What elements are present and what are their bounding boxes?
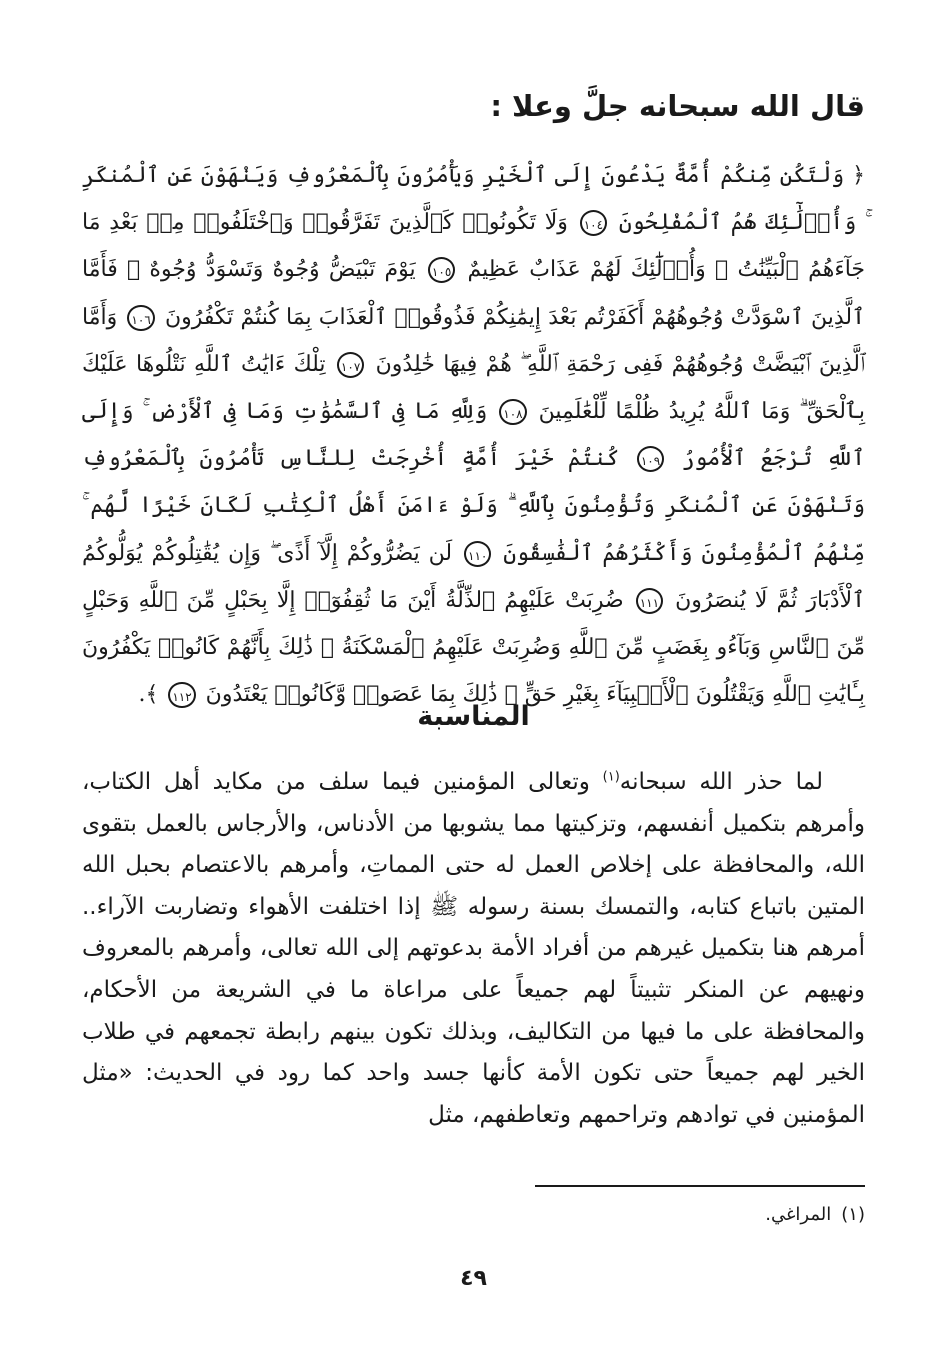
ayah-marker-110: ١١٠ xyxy=(464,541,491,567)
verse-text-111: لَن يَضُرُّوكُمْ إِلَّآ أَذًى ۖ وَإِن يُقَٰتِلُوكُمْ يُوَلُّوكُمُ ٱلْأَدْبَارَ ثُمَّ لَا يُنصَرُونَ xyxy=(82,540,866,613)
footnote-number: (١) xyxy=(841,1204,865,1225)
footnote-divider xyxy=(535,1185,865,1187)
ayah-marker-112: ١١٢ xyxy=(168,682,195,708)
ayah-marker-108: ١٠٨ xyxy=(499,399,526,425)
commentary-lead: لما حذر الله سبحانه xyxy=(619,769,823,795)
ayah-marker-106: ١٠٦ xyxy=(127,305,154,331)
section-title: المناسبة xyxy=(417,701,530,732)
verse-text-104: وَلْتَكُن مِّنكُمْ أُمَّةٌ يَدْعُونَ إِلَى ٱلْخَيْرِ وَيَأْمُرُونَ بِٱلْمَعْرُوفِ وَيَنْهَوْنَ عَنِ ٱلْمُنكَرِ ۚ وَأُو۟لَٰٓئِكَ هُمُ ٱلْمُفْلِحُونَ xyxy=(82,163,865,236)
verse-text-108: تِلْكَ ءَايَٰتُ ٱللَّهِ نَتْلُوهَا عَلَيْكَ بِٱلْحَقِّ ۗ وَمَا ٱللَّهُ يُرِيدُ ظُلْمًا لِّلْعَٰلَمِينَ xyxy=(82,351,866,425)
quran-verses xyxy=(82,152,866,708)
ayah-marker-109: ١٠٩ xyxy=(637,446,664,472)
ayah-marker-111: ١١١ xyxy=(636,588,663,614)
ayah-marker-105: ١٠٥ xyxy=(428,257,455,283)
commentary-paragraph xyxy=(82,762,865,1136)
verse-text-110: كُنتُمْ خَيْرَ أُمَّةٍ أُخْرِجَتْ لِلنَّاسِ تَأْمُرُونَ بِٱلْمَعْرُوفِ وَتَنْهَوْنَ عَنِ ٱلْمُنكَرِ وَتُؤْمِنُونَ بِٱللَّهِ ۗ وَلَوْ ءَامَنَ أَهْلُ ٱلْكِتَٰبِ لَكَانَ خَيْرًا لَّهُم ۚ مِّنْهُمُ ٱلْمُؤْمِنُونَ وَأَكْثَرُهُمُ ٱلْفَٰسِقُونَ xyxy=(82,446,865,566)
verse-end-mark: . xyxy=(138,682,146,708)
footnote-text: المراغي. xyxy=(765,1204,832,1225)
footnote xyxy=(82,1200,865,1230)
verse-text-109: وَلِلَّهِ مَا فِى ٱلسَّمَٰوَٰتِ وَمَا فِى ٱلْأَرْضِ ۚ وَإِلَى ٱللَّهِ تُرْجَعُ ٱلْأُمُورُ xyxy=(82,399,866,472)
verse-text-106: يَوْمَ تَبْيَضُّ وُجُوهٌ وَتَسْوَدُّ وُجُوهٌ ۚ فَأَمَّا ٱلَّذِينَ ٱسْوَدَّتْ وُجُوهُهُمْ أَكَفَرْتُم بَعْدَ إِيمَٰنِكُمْ فَذُوقُوا۟ ٱلْعَذَابَ بِمَا كُنتُمْ تَكْفُرُونَ xyxy=(82,257,865,330)
verse-text-112: ضُرِبَتْ عَلَيْهِمُ ٱلذِّلَّةُ أَيْنَ مَا ثُقِفُوٓا۟ إِلَّا بِحَبْلٍ مِّنَ ٱللَّهِ وَحَبْلٍ مِّنَ ٱلنَّاسِ وَبَآءُو بِغَضَبٍ مِّنَ ٱللَّهِ وَضُرِبَتْ عَلَيْهِمُ ٱلْمَسْكَنَةُ ۚ ذَٰلِكَ بِأَنَّهُمْ كَانُوا۟ يَكْفُرُونَ بِـَٔايَٰتِ ٱللَّهِ وَيَقْتُلُونَ ٱلْأَنۢبِيَآءَ بِغَيْرِ حَقٍّ ۚ ذَٰلِكَ بِمَا عَصَوا۟ وَّكَانُوا۟ يَعْتَدُونَ xyxy=(82,587,865,708)
commentary-text: وتعالى المؤمنين فيما سلف من مكايد أهل الكتاب، وأمرهم بتكميل أنفسهم، وتزكيتها مما يشوبها من الأدناس، والأرجاس بالعمل بتقوى الله، والمحافظة على إخلاص العمل له حتى المماتِ، وأمرهم بالاعتصام بحبل الله المتين باتباع كتابه، والتمسك بسنة رسوله ﷺ إذا اختلفت الأهواء وتضاربت الآراء.. أمرهم هنا بتكميل غيرهم من أفراد الأمة بدعوتهم إلى الله تعالى، وأمرهم بالمعروف ونهيهم عن المنكر تثبيتاً لهم جميعاً على مراعاة ما في الشريعة من الأحكام، والمحافظة على ما فيها من التكاليف، وبذلك تكون بينهم رابطة تجمعهم في طلاب الخير لهم جميعاً حتى تكون الأمة كأنها جسد واحد كما رود في الحديث: «مثل المؤمنين في توادهم وتراحمهم وتعاطفهم، مثل xyxy=(82,769,865,1128)
verse-text-105: وَلَا تَكُونُوا۟ كَٱلَّذِينَ تَفَرَّقُوا۟ وَٱخْتَلَفُوا۟ مِنۢ بَعْدِ مَا جَآءَهُمُ ٱلْبَيِّنَٰتُ ۚ وَأُو۟لَٰٓئِكَ لَهُمْ عَذَابٌ عَظِيمٌ xyxy=(82,210,866,283)
verse-open-bracket: ﴿ xyxy=(852,163,865,188)
intro-heading: قال الله سبحانه جلَّ وعلا : xyxy=(490,89,865,123)
verse-text-107: وَأَمَّا ٱلَّذِينَ ٱبْيَضَّتْ وُجُوهُهُمْ فَفِى رَحْمَةِ ٱللَّهِ ۖ هُمْ فِيهَا خَٰلِدُونَ xyxy=(82,304,865,377)
ayah-marker-107: ١٠٧ xyxy=(337,352,364,378)
verse-close-bracket: ﴾ xyxy=(145,682,159,708)
footnote-reference: (١) xyxy=(602,769,620,785)
ayah-marker-104: ١٠٤ xyxy=(580,210,607,236)
page-number: ٤٩ xyxy=(460,1266,487,1291)
